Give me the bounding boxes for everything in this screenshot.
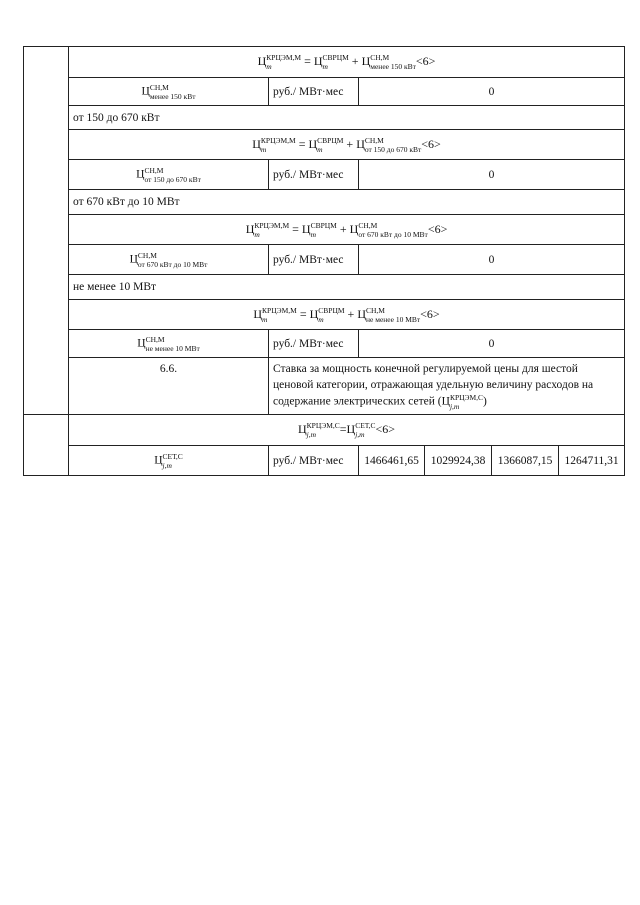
group-header-row xyxy=(24,275,625,300)
formula-10mw-plus: Ц КРЦЭМ,М m = Ц СВРЦМ m + Ц СН,М не менее 10 МВт <6> xyxy=(69,300,625,330)
unit-cell: руб./ МВт·мес xyxy=(269,245,359,275)
formula-row xyxy=(24,300,625,330)
unit-cell: руб./ МВт·мес xyxy=(269,78,359,106)
value-cell: 0 xyxy=(359,78,625,106)
formula-row xyxy=(24,130,625,160)
value-row xyxy=(24,446,625,476)
unit-cell: руб./ МВт·мес xyxy=(269,446,359,476)
formula-row xyxy=(24,415,625,446)
formula-network-rate: Ц КРЦЭМ,С j,m =Ц СЕТ,С j,m <6> xyxy=(69,415,625,446)
value-row xyxy=(24,160,625,190)
group-header: от 670 кВт до 10 МВт xyxy=(69,190,625,215)
value-cell: 0 xyxy=(359,330,625,358)
unit-cell: руб./ МВт·мес xyxy=(269,330,359,358)
group-header: не менее 10 МВт xyxy=(69,275,625,300)
value-cell: 0 xyxy=(359,245,625,275)
row-number-empty xyxy=(24,47,69,415)
tariff-table xyxy=(23,46,625,476)
symbol-cell: Ц СН,М не менее 10 МВт xyxy=(69,330,269,358)
row-number-empty xyxy=(24,415,69,476)
unit-cell: руб./ МВт·мес xyxy=(269,160,359,190)
group-header-row xyxy=(24,190,625,215)
section-description: Ставка за мощность конечной регулируемой цены для шестой ценовой категории, отражающая удельную величину расходов на содержание электрических сетей (Ц КРЦЭМ,С j,m ) xyxy=(269,358,625,415)
formula-less-150kw: Ц КРЦЭМ,М m = Ц СВРЦМ m + Ц СН,М менее 150 кВт <6> xyxy=(69,47,625,78)
group-header: от 150 до 670 кВт xyxy=(69,106,625,130)
formula-150-670kw: Ц КРЦЭМ,М m = Ц СВРЦМ m + Ц СН,М от 150 до 670 кВт <6> xyxy=(69,130,625,160)
formula-row xyxy=(24,215,625,245)
symbol-cell: Ц СН,М от 670 кВт до 10 МВт xyxy=(69,245,269,275)
section-number: 6.6. xyxy=(69,358,269,415)
value-cell: 1366087,15 xyxy=(492,446,559,476)
symbol-cell: Ц СН,М от 150 до 670 кВт xyxy=(69,160,269,190)
value-cell: 1264711,31 xyxy=(559,446,625,476)
value-cell: 1029924,38 xyxy=(425,446,492,476)
value-cell: 1466461,65 xyxy=(359,446,425,476)
value-cell: 0 xyxy=(359,160,625,190)
formula-row xyxy=(24,47,625,78)
section-row xyxy=(24,358,625,415)
value-row xyxy=(24,330,625,358)
group-header-row xyxy=(24,106,625,130)
symbol-cell: Ц СЕТ,С j,m xyxy=(69,446,269,476)
symbol-cell: Ц СН,М менее 150 кВт xyxy=(69,78,269,106)
formula-670kw-10mw: Ц КРЦЭМ,М m = Ц СВРЦМ m + Ц СН,М от 670 кВт до 10 МВт <6> xyxy=(69,215,625,245)
value-row xyxy=(24,245,625,275)
value-row xyxy=(24,78,625,106)
